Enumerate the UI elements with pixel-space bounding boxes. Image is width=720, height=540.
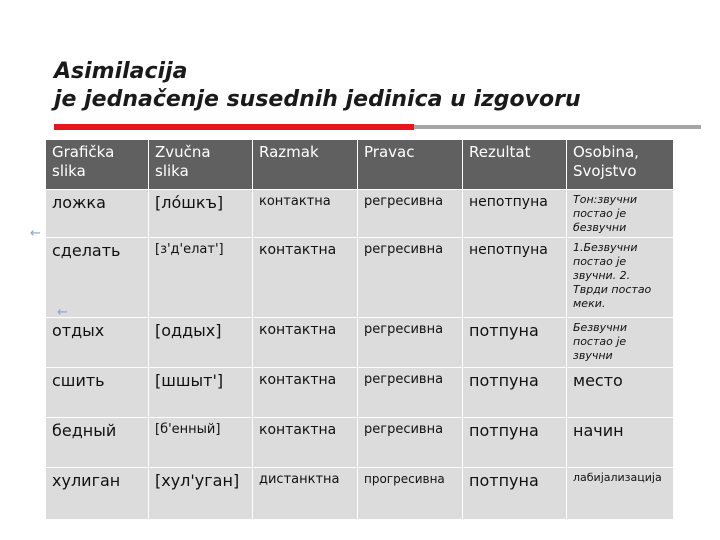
cell-result: непотпуна	[463, 238, 567, 318]
left-arrow-icon: ←	[57, 305, 68, 320]
cell-sound: [б'енный]	[149, 418, 253, 468]
cell-word: сшить	[46, 368, 149, 418]
header-rezultat: Rezultat	[463, 140, 567, 190]
cell-sound: [хул'уган]	[149, 468, 253, 520]
left-arrow-icon: ←	[30, 226, 41, 241]
cell-distance: контактна	[253, 418, 358, 468]
cell-word: бедный	[46, 418, 149, 468]
cell-property: лабијализација	[567, 468, 674, 520]
cell-word: отдых	[46, 318, 149, 368]
header-pravac: Pravac	[358, 140, 463, 190]
cell-property: место	[567, 368, 674, 418]
cell-word: ложка	[46, 190, 149, 238]
cell-property: Тон:звучни постао је безвучни	[567, 190, 674, 238]
cell-word: сделать	[46, 238, 149, 318]
cell-result: потпуна	[463, 468, 567, 520]
cell-result: потпуна	[463, 318, 567, 368]
cell-result: потпуна	[463, 368, 567, 418]
cell-direction: регресивна	[358, 238, 463, 318]
cell-result: потпуна	[463, 418, 567, 468]
cell-result: непотпуна	[463, 190, 567, 238]
cell-distance: дистанктна	[253, 468, 358, 520]
cell-direction: регресивна	[358, 368, 463, 418]
cell-property: начин	[567, 418, 674, 468]
title-line-2: je jednačenje susednih jedinica u izgovoru	[54, 87, 581, 112]
table-header-row	[46, 140, 674, 190]
cell-property: 1.Безвучни постао је звучни. 2. Тврди постао меки.	[567, 238, 674, 318]
cell-distance: контактна	[253, 318, 358, 368]
title-underline-red	[54, 124, 414, 130]
cell-sound: [ло́шкъ]	[149, 190, 253, 238]
cell-sound: [з'д'елат']	[149, 238, 253, 318]
table-row	[46, 418, 674, 468]
table-row	[46, 468, 674, 520]
table-row	[46, 190, 674, 238]
header-razmak: Razmak	[253, 140, 358, 190]
cell-sound: [шшыт']	[149, 368, 253, 418]
assimilation-table	[45, 139, 674, 520]
cell-direction: регресивна	[358, 318, 463, 368]
header-graficka-slika: Grafička slika	[46, 140, 149, 190]
table-row	[46, 318, 674, 368]
cell-direction: регресивна	[358, 418, 463, 468]
page-title	[54, 58, 694, 114]
title-line-1: Asimilacija	[54, 59, 188, 84]
table-row	[46, 238, 674, 318]
cell-word: хулиган	[46, 468, 149, 520]
cell-direction: прогресивна	[358, 468, 463, 520]
cell-property: Безвучни постао је звучни	[567, 318, 674, 368]
cell-sound: [оддых]	[149, 318, 253, 368]
table-row	[46, 368, 674, 418]
header-osobina: Osobina, Svojstvo	[567, 140, 674, 190]
cell-distance: контактна	[253, 368, 358, 418]
cell-distance: контактна	[253, 190, 358, 238]
cell-direction: регресивна	[358, 190, 463, 238]
header-zvucna-slika: Zvučna slika	[149, 140, 253, 190]
cell-distance: контактна	[253, 238, 358, 318]
